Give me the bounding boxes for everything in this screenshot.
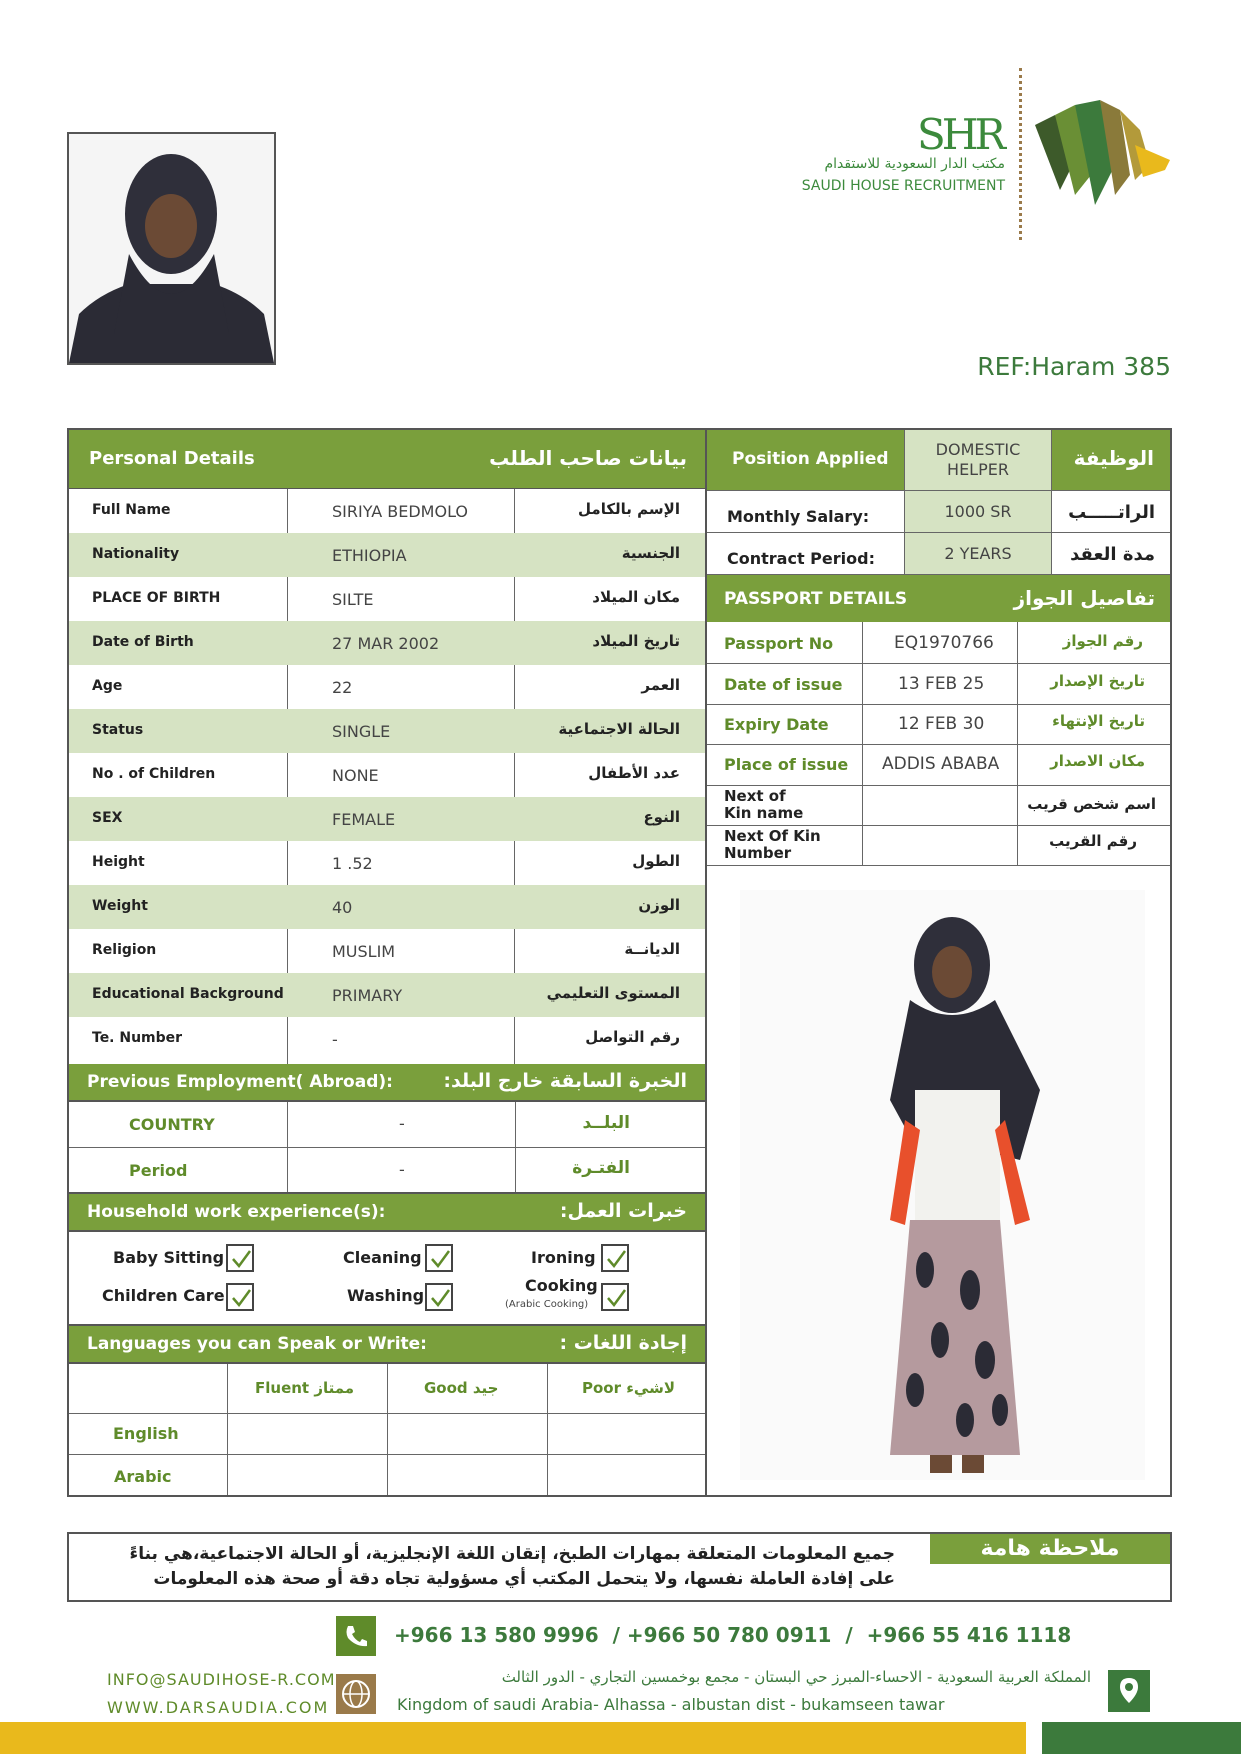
row-divider — [707, 785, 1170, 786]
languages-title-ar: إجادة اللغات : — [559, 1332, 687, 1354]
checkmark-icon — [604, 1247, 628, 1271]
row-value: 27 MAR 2002 — [332, 634, 440, 653]
row-value: SINGLE — [332, 722, 391, 741]
email-link[interactable]: INFO@SAUDIHOSE-R.COM — [107, 1670, 336, 1689]
salary-value-text: 1000 SR — [944, 502, 1012, 521]
row-label-en: Date of Birth — [92, 634, 194, 650]
row-label-ar: الوزن — [638, 896, 680, 914]
previous-employment-table — [67, 1100, 707, 1194]
important-note-text-line-1: جميع المعلومات المتعلقة بمهارات الطبخ، إتقان اللغة الإنجليزية، أو الحالة الاجتماعية،هي بناءً — [129, 1544, 895, 1564]
footer-yellow-bar — [0, 1722, 1026, 1754]
row-value: - — [399, 1114, 405, 1133]
languages-title-en: Languages you can Speak or Write: — [87, 1334, 427, 1354]
household-title-ar: خبرات العمل: — [559, 1200, 687, 1222]
row-divider — [707, 825, 1170, 826]
checkbox-baby-sitting[interactable] — [226, 1244, 254, 1272]
row-label-en: SEX — [92, 810, 123, 826]
important-note-title-text: ملاحظة هامة — [980, 1536, 1120, 1561]
passport-label-en: Date of issue — [724, 675, 843, 694]
row-value: SILTE — [332, 590, 374, 609]
skill-label-cleaning: Cleaning — [343, 1248, 422, 1267]
previous-employment-title-ar: الخبرة السابقة خارج البلد: — [443, 1070, 687, 1092]
salary-value — [904, 491, 1052, 532]
salary-label: Monthly Salary: — [727, 507, 870, 526]
row-label-en: Religion — [92, 942, 157, 958]
position-applied-label-ar-text: الوظيفة — [1073, 446, 1154, 470]
applicant-full-body-photo — [740, 890, 1145, 1480]
row-value: PRIMARY — [332, 986, 403, 1005]
row-label-en: Educational Background — [92, 986, 284, 1002]
position-applied-label-text: Position Applied — [732, 449, 889, 469]
checkbox-cleaning[interactable] — [425, 1244, 453, 1272]
row-label-en: PLACE OF BIRTH — [92, 590, 221, 606]
logo-mark: SHR — [917, 110, 1003, 159]
passport-value: 12 FEB 30 — [898, 714, 985, 734]
row-divider — [69, 1147, 705, 1148]
table-row — [69, 753, 705, 797]
address-en: Kingdom of saudi Arabia- Alhassa - albustan dist - bukamseen tawar — [397, 1695, 945, 1714]
position-applied-value-text: DOMESTIC HELPER — [935, 440, 1021, 479]
row-label-en: Height — [92, 854, 145, 870]
important-note-text-line-2: على إفادة العاملة نفسها، ولا يتحمل المكتب أي مسؤولية تجاه دقة أو صحة هذه المعلومات — [153, 1569, 895, 1589]
personal-details-header — [67, 428, 707, 488]
phone-icon — [336, 1616, 376, 1656]
row-label-ar: الفتـرة — [572, 1158, 630, 1178]
row-label-en: Full Name — [92, 502, 171, 518]
row-divider — [69, 1413, 705, 1414]
logo-divider — [1019, 68, 1022, 240]
row-label-ar: عدد الأطفال — [588, 764, 680, 782]
col-divider — [547, 1364, 548, 1495]
row-value: NONE — [332, 766, 379, 785]
passport-label-ar: تاريخ الإصدار — [1050, 672, 1145, 690]
skill-label-ironing: Ironing — [531, 1248, 596, 1267]
row-label-en: Status — [92, 722, 144, 738]
position-applied-value — [904, 430, 1052, 490]
checkbox-washing[interactable] — [425, 1283, 453, 1311]
phone-numbers[interactable]: +966 13 580 9996 / +966 50 780 0911 / +966 55 416 1118 — [394, 1623, 1072, 1647]
checkmark-icon — [229, 1286, 253, 1310]
previous-employment-title-en: Previous Employment( Abroad): — [87, 1072, 393, 1092]
row-label-en: Te. Number — [92, 1030, 183, 1046]
row-label-ar: رقم التواصل — [585, 1028, 680, 1046]
row-label-en: Nationality — [92, 546, 180, 562]
location-pin-icon — [1108, 1670, 1150, 1712]
passport-value: 13 FEB 25 — [898, 674, 985, 694]
language-level-poor: Poor لاشيء — [582, 1379, 675, 1397]
passport-label-ar: تاريخ الإنتهاء — [1052, 712, 1145, 730]
checkmark-icon — [428, 1286, 452, 1310]
passport-label-en: Passport No — [724, 634, 834, 653]
contract-value — [904, 533, 1052, 574]
languages-table — [67, 1362, 707, 1497]
language-english: English — [113, 1424, 179, 1443]
row-label-ar: تاريخ الميلاد — [592, 632, 680, 650]
table-row — [69, 533, 705, 577]
footer-green-bar — [1042, 1722, 1241, 1754]
household-title-en: Household work experience(s): — [87, 1202, 386, 1222]
row-label-en: No . of Children — [92, 766, 216, 782]
row-value: 22 — [332, 678, 353, 697]
checkbox-children-care[interactable] — [226, 1283, 254, 1311]
checkmark-icon — [604, 1286, 628, 1310]
company-name-ar: مكتب الدار السعودية للاستقدام — [824, 156, 1005, 172]
passport-label-en: Place of issue — [724, 755, 849, 774]
right-panel — [705, 428, 1172, 1497]
previous-employment-header — [67, 1064, 707, 1100]
passport-label-ar: مكان الاصدار — [1050, 752, 1145, 770]
row-value: - — [399, 1160, 405, 1179]
passport-label-en: Expiry Date — [724, 715, 829, 734]
row-value: 1 .52 — [332, 854, 373, 873]
language-arabic: Arabic — [114, 1467, 172, 1486]
contract-value-text: 2 YEARS — [944, 544, 1012, 563]
row-label-ar: الطول — [632, 852, 680, 870]
household-header — [67, 1194, 707, 1230]
skill-label-children-care: Children Care — [102, 1286, 225, 1305]
table-row — [69, 973, 705, 1017]
skill-sublabel-cooking: (Arabic Cooking) — [505, 1299, 589, 1310]
row-label-en: Age — [92, 678, 123, 694]
row-value: - — [332, 1030, 338, 1049]
passport-table — [707, 622, 1170, 866]
contract-label: Contract Period: — [727, 549, 875, 568]
table-row — [69, 841, 705, 885]
col-divider — [387, 1364, 388, 1495]
table-row — [69, 489, 705, 533]
row-divider — [707, 663, 1170, 664]
table-row — [69, 621, 705, 665]
row-value: MUSLIM — [332, 942, 396, 961]
row-divider — [707, 744, 1170, 745]
row-label-en: Period — [129, 1161, 188, 1180]
personal-details-table — [67, 488, 707, 1066]
row-value: ETHIOPIA — [332, 546, 407, 565]
languages-header — [67, 1326, 707, 1362]
row-label-ar: البلــد — [582, 1113, 630, 1133]
row-label-en: Weight — [92, 898, 148, 914]
reference-number: REF:Haram 385 — [977, 352, 1171, 381]
row-value: FEMALE — [332, 810, 396, 829]
table-row — [69, 797, 705, 841]
row-label-ar: الإسم بالكامل — [578, 500, 680, 518]
passport-title-en: PASSPORT DETAILS — [724, 589, 908, 609]
address-ar: المملكة العربية السعودية - الاحساء-المبرز حي البستان - مجمع بوخمسين التجاري - الدور الثالث — [501, 1668, 1091, 1686]
checkbox-ironing[interactable] — [601, 1244, 629, 1272]
language-level-good: Good جيد — [424, 1379, 499, 1397]
passport-label-ar: رقم الجواز — [1062, 632, 1143, 650]
checkbox-cooking[interactable] — [601, 1283, 629, 1311]
passport-title-ar: تفاصيل الجواز — [1013, 586, 1155, 610]
table-row — [69, 929, 705, 973]
row-label-ar: الحالة الاجتماعية — [558, 720, 680, 738]
website-link[interactable]: WWW.DARSAUDIA.COM — [107, 1698, 330, 1717]
skill-label-baby-sitting: Baby Sitting — [113, 1248, 225, 1267]
passport-value: ADDIS ABABA — [882, 754, 1000, 774]
row-label-ar: العمر — [641, 676, 680, 694]
shr-logo — [780, 60, 1180, 240]
table-row — [69, 1017, 705, 1061]
important-note-box — [67, 1532, 1172, 1602]
row-label-en: COUNTRY — [129, 1115, 215, 1134]
passport-value: EQ1970766 — [894, 633, 994, 653]
table-row — [69, 709, 705, 753]
important-note-title — [930, 1534, 1170, 1564]
col-divider — [227, 1364, 228, 1495]
row-label-ar: الديانــة — [624, 940, 680, 958]
row-label-ar: مكان الميلاد — [592, 588, 680, 606]
salary-label-ar: الراتـــــب — [1068, 502, 1155, 523]
skill-label-washing: Washing — [347, 1286, 425, 1305]
company-name-en: SAUDI HOUSE RECRUITMENT — [801, 178, 1005, 194]
globe-icon — [336, 1674, 376, 1714]
contract-label-ar: مدة العقد — [1070, 544, 1155, 565]
position-applied-label-ar — [1052, 430, 1170, 490]
row-label-ar: الجنسية — [621, 544, 680, 562]
table-row — [69, 885, 705, 929]
checkmark-icon — [428, 1247, 452, 1271]
personal-details-title-ar: بيانات صاحب الطلب — [489, 446, 687, 470]
row-label-ar: النوع — [643, 808, 680, 826]
kin-name-label-ar: اسم شخص قريب — [1027, 795, 1156, 813]
kin-name-label: Next of Kin name — [724, 787, 804, 822]
household-skills — [67, 1230, 707, 1326]
row-value: SIRIYA BEDMOLO — [332, 502, 469, 521]
row-value: 40 — [332, 898, 353, 917]
table-row — [69, 665, 705, 709]
row-divider — [707, 704, 1170, 705]
saudi-map-icon — [1025, 85, 1175, 215]
kin-number-label-ar: رقم القريب — [1049, 832, 1137, 850]
row-divider — [69, 1454, 705, 1455]
kin-number-label: Next Of Kin Number — [724, 827, 821, 862]
personal-details-title-en: Personal Details — [89, 448, 255, 469]
table-row — [69, 577, 705, 621]
position-applied-label — [707, 430, 904, 490]
passport-details-header — [707, 574, 1170, 622]
skill-label-cooking: Cooking — [525, 1276, 598, 1295]
checkmark-icon — [229, 1247, 253, 1271]
row-label-ar: المستوى التعليمي — [546, 984, 680, 1002]
language-level-fluent: Fluent ممتاز — [255, 1379, 355, 1397]
applicant-portrait-photo — [67, 132, 276, 365]
